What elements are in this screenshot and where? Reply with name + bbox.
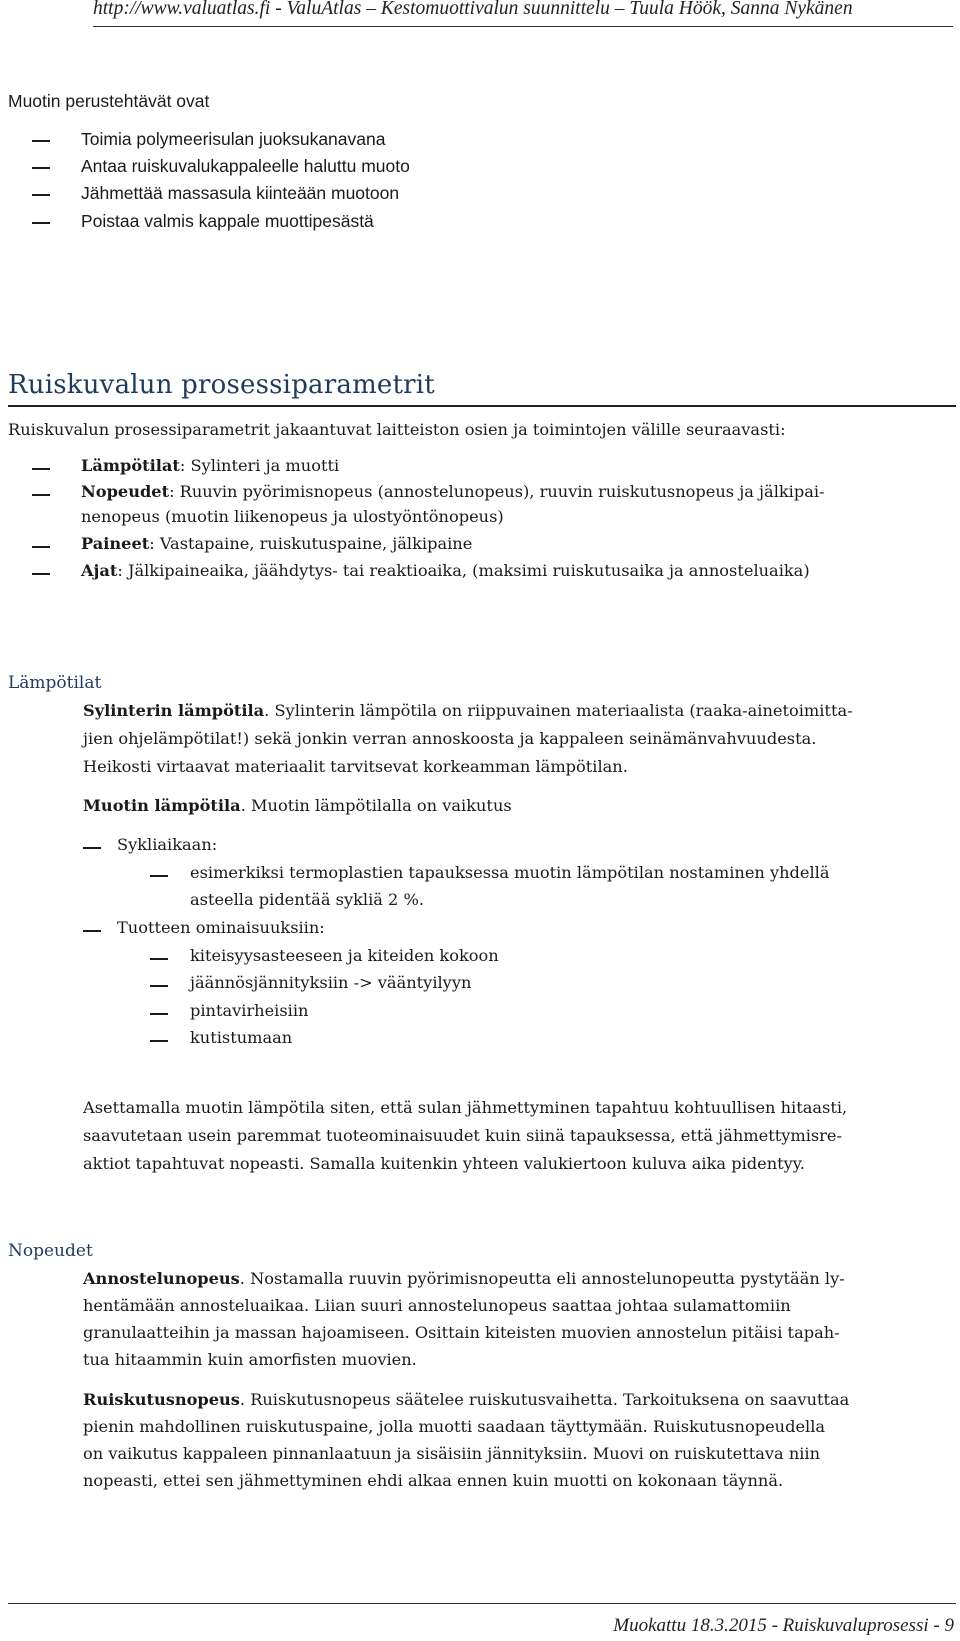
mold-temp-label: Muotin lämpötila	[83, 796, 241, 815]
bullet-dash-icon	[150, 1013, 168, 1015]
dosing-speed-text: . Nostamalla ruuvin pyörimisnopeutta eli annostelunopeutta pystytään ly-	[239, 1269, 845, 1288]
tasks-title: Muotin perustehtävät ovat	[8, 91, 210, 111]
mold-temp-text: . Muotin lämpötilalla on vaikutus	[240, 796, 512, 815]
injection-speed-line	[83, 1390, 849, 1409]
summary-text: saavutetaan usein paremmat tuoteominaisuudet kuin siinä tapauksessa, että jähmettymisre-	[83, 1126, 842, 1145]
param-label: Nopeudet	[81, 482, 170, 501]
product-prop-item: jäännösjännityksiin -> vääntyilyyn	[190, 973, 472, 992]
task-item: Toimia polymeerisulan juoksukanavana	[81, 129, 386, 149]
bullet-dash-icon	[150, 1040, 168, 1042]
param-item	[81, 534, 472, 553]
param-text: : Ruuvin pyörimisnopeus (annostelunopeus), ruuvin ruiskutusnopeus ja jälkipai-	[169, 482, 825, 501]
param-label: Ajat	[81, 561, 118, 580]
cylinder-temp-text: Heikosti virtaavat materiaalit tarvitsevat korkeamman lämpötilan.	[83, 757, 628, 776]
header-text: http://www.valuatlas.fi - ValuAtlas – Kestomuottivalun suunnittelu – Tuula Höök, Sanna Nykänen	[93, 0, 853, 19]
bullet-dash-icon	[32, 167, 50, 169]
cycle-time-label: Sykliaikaan:	[117, 835, 218, 854]
param-item	[81, 456, 339, 475]
injection-speed-text: nopeasti, ettei sen jähmettyminen ehdi alkaa ennen kuin muotti on kokonaan täynnä.	[83, 1471, 784, 1490]
bullet-dash-icon	[150, 958, 168, 960]
bullet-dash-icon	[83, 847, 101, 849]
params-intro: Ruiskuvalun prosessiparametrit jakaantuvat laitteiston osien ja toimintojen välille seuraavasti:	[8, 420, 786, 439]
dosing-speed-text: granulaatteihin ja massan hajoamiseen. Osittain kiteisten muovien annostelun pitäisi tapah-	[83, 1323, 840, 1342]
product-prop-item: pintavirheisiin	[190, 1001, 309, 1020]
product-prop-item: kutistumaan	[190, 1028, 293, 1047]
injection-speed-text: . Ruiskutusnopeus säätelee ruiskutusvaihetta. Tarkoituksena on saavuttaa	[239, 1390, 850, 1409]
cylinder-temp-line	[83, 701, 853, 720]
summary-text: aktiot tapahtuvat nopeasti. Samalla kuitenkin yhteen valukiertoon kuluva aika pidentyy.	[83, 1154, 805, 1173]
cycle-time-text: esimerkiksi termoplastien tapauksessa muotin lämpötilan nostaminen yhdellä	[190, 863, 830, 882]
param-label: Paineet	[81, 534, 150, 553]
task-item: Antaa ruiskuvalukappaleelle haluttu muoto	[81, 156, 410, 176]
bullet-dash-icon	[32, 468, 50, 470]
bullet-dash-icon	[150, 985, 168, 987]
dosing-speed-text: hentämään annosteluaikaa. Liian suuri annostelunopeus saattaa johtaa sulamattomiin	[83, 1296, 791, 1315]
dosing-speed-line	[83, 1269, 845, 1288]
product-props-label: Tuotteen ominaisuuksiin:	[117, 918, 325, 937]
dosing-speed-label: Annostelunopeus	[83, 1269, 240, 1288]
bullet-dash-icon	[32, 194, 50, 196]
task-item: Jähmettää massasula kiinteään muotoon	[81, 183, 400, 203]
subheading-temperatures: Lämpötilat	[8, 673, 102, 693]
cylinder-temp-text: jien ohjelämpötilat!) sekä jonkin verran annoskoosta ja kappaleen seinämänvahvuudesta.	[83, 729, 817, 748]
footer-rule	[8, 1603, 956, 1604]
bullet-dash-icon	[32, 140, 50, 142]
subheading-speeds: Nopeudet	[8, 1241, 93, 1261]
param-item	[81, 561, 810, 580]
param-text: : Jälkipaineaika, jäähdytys- tai reaktioaika, (maksimi ruiskutusaika ja annosteluaika)	[117, 561, 810, 580]
mold-temp-line	[83, 796, 512, 815]
injection-speed-label: Ruiskutusnopeus	[83, 1390, 240, 1409]
bullet-dash-icon	[83, 930, 101, 932]
task-item: Poistaa valmis kappale muottipesästä	[81, 211, 374, 231]
section-heading: Ruiskuvalun prosessiparametrit	[8, 370, 435, 400]
bullet-dash-icon	[32, 573, 50, 575]
bullet-dash-icon	[32, 494, 50, 496]
param-label: Lämpötilat	[81, 456, 180, 475]
param-item-cont: nenopeus (muotin liikenopeus ja ulostyöntönopeus)	[81, 507, 504, 526]
dosing-speed-text: tua hitaammin kuin amorfisten muovien.	[83, 1350, 417, 1369]
cylinder-temp-label: Sylinterin lämpötila	[83, 701, 265, 720]
injection-speed-text: pienin mahdollinen ruiskutuspaine, jolla muotti saadaan täyttymään. Ruiskutusnopeudella	[83, 1417, 826, 1436]
product-prop-item: kiteisyysasteeseen ja kiteiden kokoon	[190, 946, 499, 965]
page-footer	[0, 1603, 960, 1641]
summary-text: Asettamalla muotin lämpötila siten, että sulan jähmettyminen tapahtuu kohtuullisen hitaasti,	[83, 1098, 848, 1117]
param-item	[81, 482, 825, 501]
bullet-dash-icon	[150, 875, 168, 877]
param-text: : Vastapaine, ruiskutuspaine, jälkipaine	[149, 534, 473, 553]
footer-text: Muokattu 18.3.2015 - Ruiskuvaluprosessi - 9	[613, 1615, 954, 1636]
bullet-dash-icon	[32, 222, 50, 224]
bullet-dash-icon	[32, 546, 50, 548]
cycle-time-text: asteella pidentää sykliä 2 %.	[190, 890, 425, 909]
param-text: : Sylinteri ja muotti	[179, 456, 340, 475]
injection-speed-text: on vaikutus kappaleen pinnanlaatuun ja sisäisiin jännityksiin. Muovi on ruiskutettava niin	[83, 1444, 821, 1463]
cylinder-temp-text: . Sylinterin lämpötila on riippuvainen materiaalista (raaka-ainetoimitta-	[264, 701, 853, 720]
heading-rule	[8, 405, 956, 407]
page-header	[93, 0, 953, 27]
